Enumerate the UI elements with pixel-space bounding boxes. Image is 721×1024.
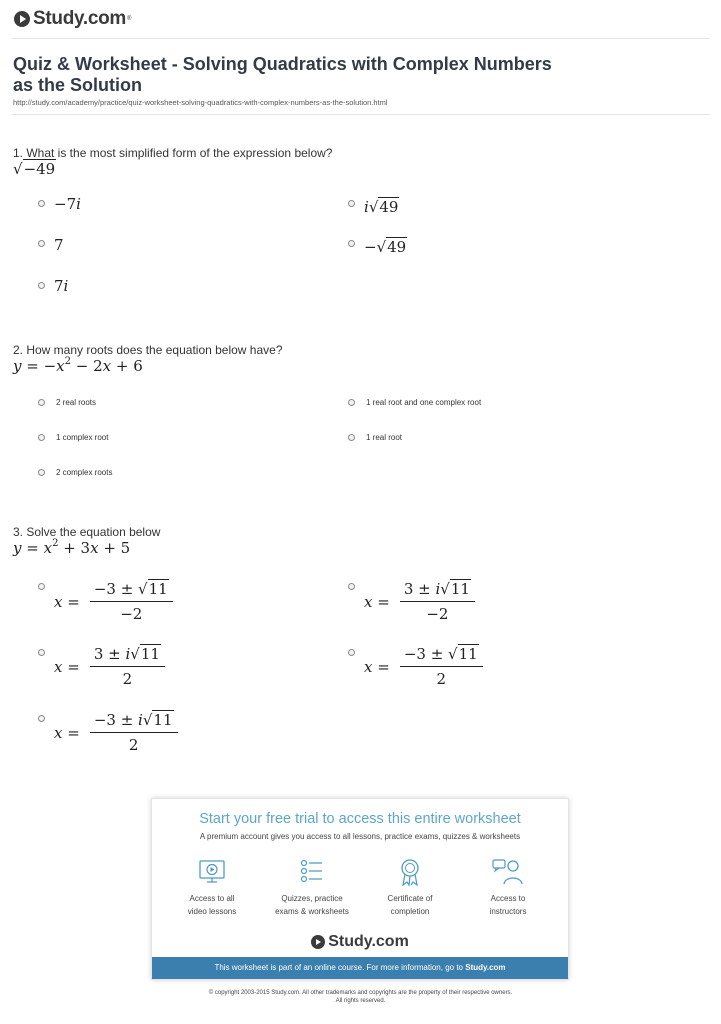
- q2-option-5: 2 complex roots: [56, 468, 113, 477]
- q3-option-5-radio[interactable]: [38, 715, 45, 722]
- q3-option-3-radio[interactable]: [38, 649, 45, 656]
- q1-option-2: i√49: [364, 198, 399, 216]
- feature-certificate-label-2: completion: [390, 907, 430, 916]
- promo-study-logo[interactable]: [152, 933, 568, 951]
- q3-option-2-radio[interactable]: [348, 583, 355, 590]
- q2-option-2: 1 real root and one complex root: [366, 398, 482, 407]
- q3-option-5: x = $\frac{-3 \pm i√11}{2}$: [54, 711, 178, 754]
- q1-option-3: 7: [54, 236, 64, 254]
- promo-subtitle: A premium account gives you access to all lessons, practice exams, quizzes & worksheets: [199, 832, 521, 841]
- q2-option-4-radio[interactable]: [348, 434, 355, 441]
- q3-option-4-radio[interactable]: [348, 649, 355, 656]
- copyright-footer: [0, 989, 721, 1005]
- promo-logo-text: Study.com: [328, 933, 409, 950]
- study-logo[interactable]: [14, 8, 131, 30]
- q3-option-1-radio[interactable]: [38, 583, 45, 590]
- quiz-list-icon: [297, 857, 327, 887]
- feature-video-label-1: Access to all: [189, 894, 235, 903]
- q2-option-3: 1 complex root: [56, 433, 109, 442]
- feature-instructors: [460, 857, 556, 918]
- question-3-prompt: 3. Solve the equation below: [13, 525, 161, 539]
- page-url[interactable]: http://study.com/academy/practice/quiz-worksheet-solving-quadratics-with-complex-numbers-as-the-solution.html: [13, 98, 388, 107]
- play-icon: [311, 935, 325, 949]
- header-divider: [12, 38, 710, 39]
- q2-option-3-radio[interactable]: [38, 434, 45, 441]
- q3-option-4: x = $\frac{-3 \pm √11}{2}$: [364, 645, 483, 688]
- q3-option-1: x = $\frac{-3 \pm √11}{-2}$: [54, 580, 173, 623]
- feature-video-label-2: video lessons: [187, 907, 237, 916]
- promo-title: Start your free trial to access this entire worksheet: [199, 811, 521, 827]
- copyright-line-1: © copyright 2003-2015 Study.com. All other trademarks and copyrights are the property of their respective owners.: [208, 990, 513, 996]
- q1-option-2-radio[interactable]: [348, 200, 355, 207]
- logo-text: Study.com: [33, 8, 127, 29]
- question-2-prompt: 2. How many roots does the equation below have?: [13, 343, 283, 357]
- q2-option-2-radio[interactable]: [348, 399, 355, 406]
- copyright-line-2: All rights reserved.: [335, 998, 386, 1004]
- promo-info-bar: [152, 957, 568, 979]
- video-lesson-icon: [197, 857, 227, 887]
- promo-bar-link[interactable]: Study.com: [465, 963, 506, 972]
- question-3-expression: $y = x^2 + 3x + 5$: [13, 538, 131, 557]
- q1-option-3-radio[interactable]: [38, 240, 45, 247]
- question-1-expression: √−49: [13, 160, 56, 178]
- q2-option-1-radio[interactable]: [38, 399, 45, 406]
- feature-instructors-label-2: instructors: [489, 907, 527, 916]
- feature-certificate: [362, 857, 458, 918]
- certificate-icon: [395, 857, 425, 887]
- q1-option-4: −√49: [364, 238, 407, 256]
- feature-quizzes: [264, 857, 360, 918]
- instructor-icon: [492, 857, 524, 887]
- feature-instructors-label-1: Access to: [490, 894, 526, 903]
- question-1-prompt: 1. What is the most simplified form of the expression below?: [13, 146, 333, 160]
- feature-certificate-label-1: Certificate of: [387, 894, 433, 903]
- q2-option-1: 2 real roots: [56, 398, 97, 407]
- q1-option-1: −7i: [54, 195, 81, 213]
- title-divider: [12, 114, 710, 115]
- q3-option-3: x = $\frac{3 \pm i√11}{2}$: [54, 645, 165, 688]
- free-trial-promo[interactable]: [151, 798, 569, 980]
- q1-option-4-radio[interactable]: [348, 240, 355, 247]
- q1-option-1-radio[interactable]: [38, 200, 45, 207]
- q1-option-5-radio[interactable]: [38, 282, 45, 289]
- feature-quizzes-label-1: Quizzes, practice: [281, 894, 343, 903]
- feature-video-lessons: [164, 857, 260, 918]
- question-2-expression: $y = -x^2 - 2x + 6$: [13, 356, 143, 375]
- q2-option-4: 1 real root: [366, 433, 403, 442]
- q3-option-2: x = $\frac{3 \pm i√11}{-2}$: [364, 580, 475, 623]
- feature-quizzes-label-2: exams & worksheets: [275, 907, 349, 916]
- q2-option-5-radio[interactable]: [38, 469, 45, 476]
- trademark-symbol: ®: [127, 16, 132, 22]
- play-icon: [14, 11, 30, 27]
- page-title: Quiz & Worksheet - Solving Quadratics with Complex Numbers as the Solution: [13, 54, 552, 95]
- promo-bar-text: This worksheet is part of an online course. For more information, go to: [214, 963, 463, 972]
- q1-option-5: 7i: [54, 277, 69, 295]
